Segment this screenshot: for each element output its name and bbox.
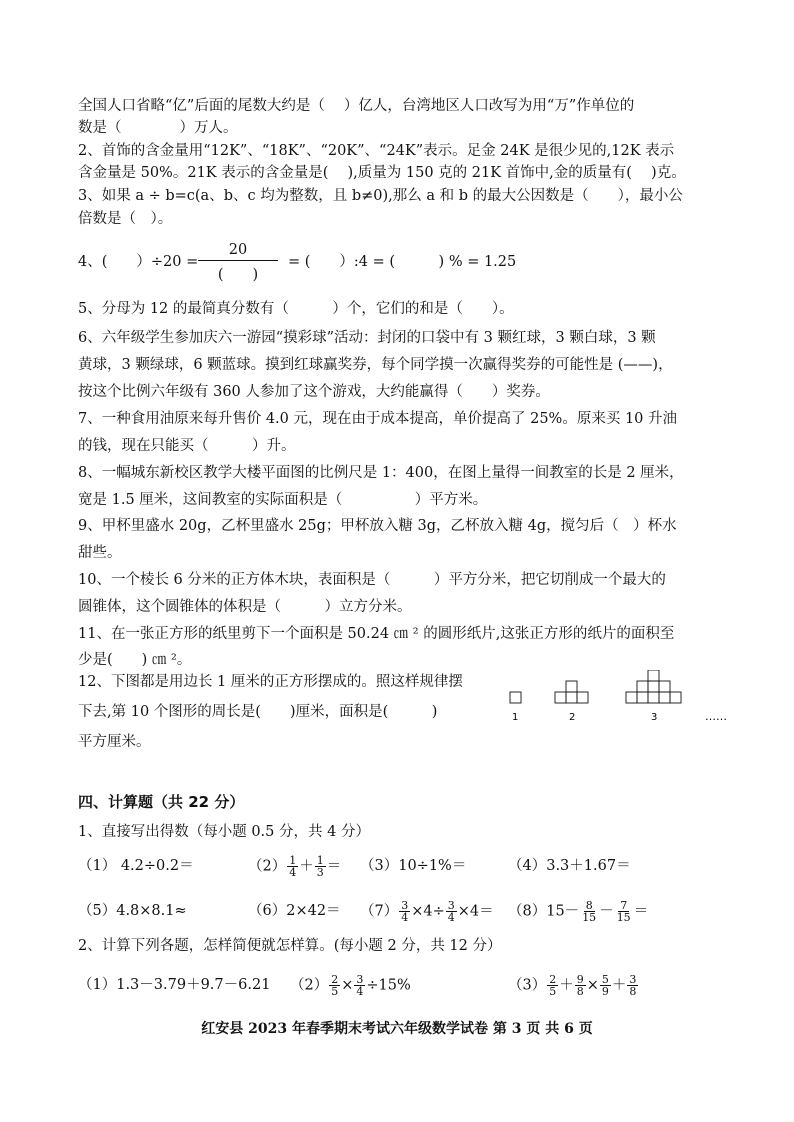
fraction-numerator: 20	[228, 242, 248, 258]
figure-1-square	[510, 692, 521, 703]
question-2-text: 2、首饰的含金量用“12K”、“18K”、“20K”、“24K”表示。足金 24K 是很少见的,12K 表示	[78, 143, 675, 159]
fraction: $\frac{2}{5}$	[549, 973, 557, 998]
item-number: （3）	[508, 977, 547, 994]
calc-item: （8）15－ $\frac{8}{15}$ － $\frac{7}{15}$ ＝	[508, 899, 649, 924]
fraction: $\frac{9}{8}$	[576, 973, 584, 998]
fraction: $\frac{8}{15}$	[582, 899, 597, 924]
question-4-left: 4、( ）÷20 =	[78, 254, 199, 270]
section-4-title: 四、计算题（共 22 分）	[78, 793, 245, 811]
item-number: （8）15－	[508, 903, 580, 920]
question-10-text: 10、一个棱长 6 分米的正方体木块，表面积是（ ）平方分米，把它切削成一个最大的	[78, 572, 666, 588]
calc-question-1-title: 1、直接写出得数（每小题 0.5 分，共 4 分）	[78, 824, 370, 840]
calc-item: （1） 4.2÷0.2＝	[78, 858, 194, 874]
figure-3-squares	[626, 670, 681, 703]
question-8-text: 8、一幅城东新校区教学大楼平面图的比例尺是 1：400，在图上量得一间教室的长是 2 厘米，	[78, 465, 684, 481]
fraction: $\frac{7}{15}$	[616, 899, 631, 924]
calc-item: （2） $\frac{1}{4}$ ＋ $\frac{1}{3}$ ＝	[248, 854, 342, 879]
question-7-text: 7、一种食用油原来每升售价 4.0 元，现在由于成本提高，单价提高了 25%。原来买 10 升油	[78, 411, 678, 427]
figure-label: 3	[651, 712, 658, 723]
question-text-line: 圆锥体，这个圆锥体的体积是（ ）立方分米。	[78, 599, 412, 615]
calc-question-2-title: 2、计算下列各题，怎样简便就怎样算。(每小题 2 分，共 12 分）	[78, 938, 502, 954]
fraction: $\frac{3}{4}$	[356, 973, 364, 998]
square-pattern-figure	[500, 670, 750, 732]
fraction: $\frac{1}{4}$	[289, 854, 297, 879]
fraction: $\frac{1}{3}$	[316, 854, 324, 879]
question-text-line: 含金量是 50%。21K 表示的含金量是( ),质量为 150 克的 21K 首饰中,金的质量有( )克。	[78, 165, 686, 181]
question-text-line: 平方厘米。	[78, 734, 151, 750]
question-text-line: 甜些。	[78, 545, 122, 561]
calc-item: （1）1.3－3.79＋9.7－6.21	[78, 977, 271, 993]
fraction: $\frac{2}{5}$	[331, 973, 339, 998]
question-text-line: 少是( ) ㎝ ²。	[78, 652, 192, 668]
question-text-line: 倍数是（ ）。	[78, 211, 173, 227]
fraction: $\frac{3}{4}$	[401, 899, 409, 924]
fraction: $\frac{5}{9}$	[601, 973, 609, 998]
question-text-line: 数是（ ）万人。	[78, 120, 238, 136]
question-text-line: 全国人口省略“亿”后面的尾数大约是（ ）亿人，台湾地区人口改写为用“万”作单位的	[78, 98, 635, 114]
question-text-line: 黄球，3 颗绿球，6 颗蓝球。摸到红球赢奖券，每个同学摸一次赢得奖券的可能性是 (——)，	[78, 357, 673, 373]
question-5-text: 5、分母为 12 的最简真分数有（ ）个，它们的和是（ ）。	[78, 301, 514, 317]
figure-label: 1	[512, 712, 519, 723]
page-footer: 红安县 2023 年春季期末考试六年级数学试卷 第 3 页 共 6 页	[201, 1021, 593, 1037]
figure-ellipsis: ……	[705, 710, 727, 723]
calc-item: （6）2×42＝	[248, 903, 341, 919]
item-number: （2）	[248, 858, 287, 875]
question-11-text: 11、在一张正方形的纸里剪下一个面积是 50.24 ㎝ ² 的圆形纸片,这张正方形的纸片的面积至	[78, 626, 675, 642]
fraction-denominator: ( )	[217, 267, 259, 283]
figure-2-squares	[555, 681, 588, 703]
item-number: （2）	[290, 977, 329, 994]
figure-label: 2	[569, 712, 576, 723]
fraction: $\frac{3}{8}$	[629, 973, 637, 998]
question-text-line: 下去,第 10 个图形的周长是( )厘米，面积是( )	[78, 704, 438, 720]
calc-item: （3） $\frac{2}{5}$ ＋ $\frac{9}{8}$ × $\frac{5}{9}$ ＋ $\frac{3}{8}$	[508, 973, 637, 998]
question-4-fraction	[198, 242, 278, 284]
calc-item: （7） $\frac{3}{4}$ ×4÷ $\frac{3}{4}$ ×4＝	[360, 899, 494, 924]
calc-item: （3）10÷1%＝	[360, 858, 467, 874]
question-4-right: = ( ）:4 = ( ) % = 1.25	[288, 254, 517, 270]
question-3-text: 3、如果 a ÷ b=c(a、b、c 均为整数，且 b≠0),那么 a 和 b 的最大公因数是（ ），最小公	[78, 188, 683, 204]
fraction: $\frac{3}{4}$	[447, 899, 455, 924]
question-text-line: 宽是 1.5 厘米，这间教室的实际面积是（ ）平方米。	[78, 492, 488, 508]
question-text-line: 的钱，现在只能买（ ）升。	[78, 438, 296, 454]
question-12-text: 12、下图都是用边长 1 厘米的正方形摆成的。照这样规律摆	[78, 674, 463, 690]
question-text-line: 按这个比例六年级有 360 人参加了这个游戏，大约能赢得（ ）奖券。	[78, 384, 550, 400]
calc-item: （2） $\frac{2}{5}$ × $\frac{3}{4}$ ÷15%	[290, 973, 411, 998]
question-6-text: 6、六年级学生参加庆六一游园“摸彩球”活动：封闭的口袋中有 3 颗红球，3 颗白球，3 颗	[78, 330, 656, 346]
question-9-text: 9、甲杯里盛水 20g，乙杯里盛水 25g；甲杯放入糖 3g，乙杯放入糖 4g，搅匀后（ ）杯水	[78, 518, 677, 534]
item-number: （7）	[360, 903, 399, 920]
fraction-bar	[198, 260, 278, 261]
calc-item: （5）4.8×8.1≈	[78, 903, 187, 919]
calc-item: （4）3.3＋1.67＝	[508, 858, 631, 874]
